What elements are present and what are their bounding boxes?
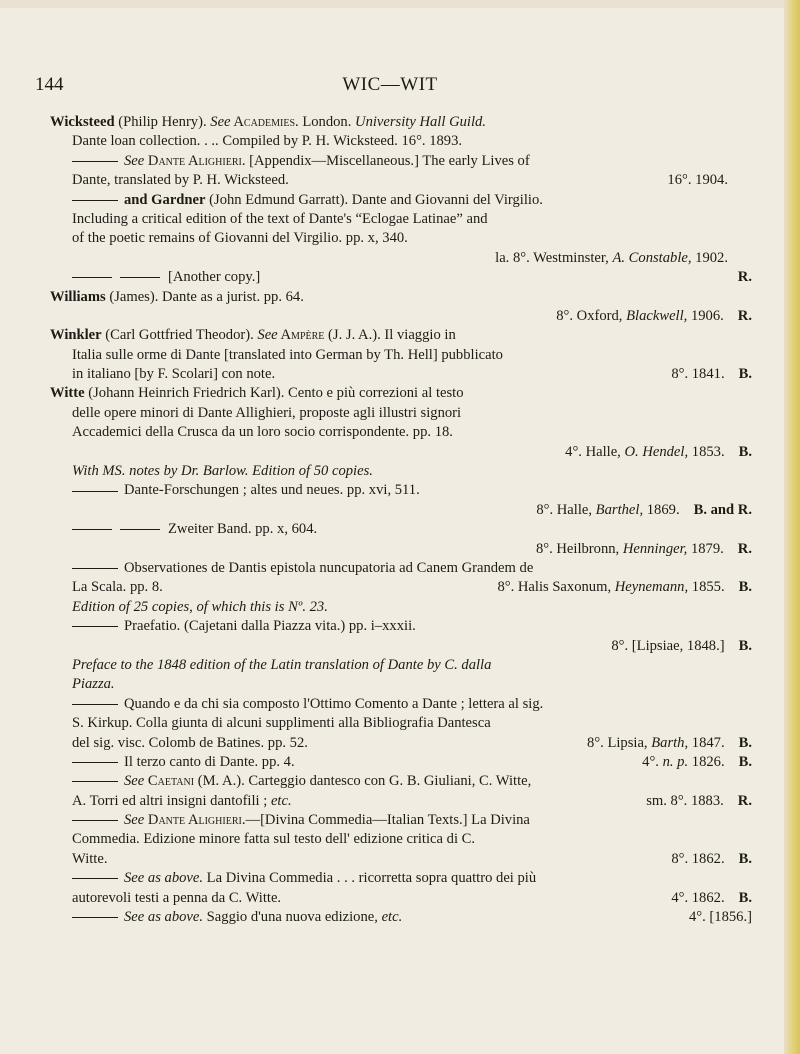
entry-line	[50, 113, 752, 132]
imprint-text: 1853.	[688, 443, 725, 460]
entry-text: University Hall Guild.	[355, 114, 486, 130]
location-mark: R.	[737, 792, 752, 809]
imprint-text: 8°. Halle,	[536, 501, 596, 518]
imprint	[495, 249, 728, 268]
imprint-text: sm. 8°. 1883.	[646, 792, 724, 809]
entry-line	[50, 326, 752, 345]
entry-text: . [Appendix—Miscellaneous.] The early Lives of	[241, 152, 530, 169]
entry-text: Saggio d'una nuova edizione,	[203, 909, 382, 926]
copy-note: Edition of 25 copies, of which this is Nº. 23.	[72, 598, 328, 615]
imprint-text: 1902.	[691, 249, 728, 266]
imprint-text: 4°.	[642, 753, 663, 770]
see-reference: See	[257, 327, 278, 344]
entry-text: Dante-Forschungen ; altes und neues. pp. xvi, 511.	[124, 482, 420, 499]
entry-heading: Williams	[50, 288, 106, 305]
imprint-text: 1855.	[688, 579, 725, 596]
imprint-text: 8°. Lipsia,	[587, 734, 652, 751]
entry-line	[50, 210, 752, 229]
cross-reference: Academies	[230, 114, 296, 130]
entry-line	[50, 288, 752, 307]
imprint-text: 1847.	[688, 734, 725, 751]
entry-text: (James). Dante as a jurist. pp. 64.	[105, 288, 304, 305]
location-mark: R.	[737, 269, 752, 286]
imprint	[587, 734, 752, 753]
entry-line	[50, 423, 752, 442]
see-reference: See	[210, 114, 231, 130]
entry-heading: Witte	[50, 385, 85, 402]
imprint-text: 8°. 1841.	[671, 366, 725, 383]
entry-text: .—[Divina Commedia—Italian Texts.] La Divina	[241, 812, 530, 829]
imprint-text: 1906.	[687, 307, 724, 324]
entry-text: Including a critical edition of the text of Dante's “Eclogae Latinae” and	[72, 210, 488, 227]
imprint-text: 1826.	[688, 753, 725, 770]
entry-line	[50, 229, 752, 248]
cross-reference: Caetani	[144, 773, 195, 790]
entry-line	[50, 520, 752, 539]
ditto-dash	[72, 917, 118, 918]
entry-text: Praefatio. (Cajetani dalla Piazza vita.) pp. i–xxxii.	[124, 618, 416, 635]
entry-line	[50, 501, 752, 520]
entry-line	[50, 132, 752, 151]
entry-line	[50, 598, 752, 617]
entry-text: [Another copy.]	[168, 269, 261, 286]
copy-note: Piazza.	[72, 676, 115, 693]
entry-line	[50, 365, 752, 384]
ditto-dash	[72, 626, 118, 627]
running-title: WIC—WIT	[342, 74, 438, 95]
copy-note: With MS. notes by Dr. Barlow. Edition of 50 copies.	[72, 463, 373, 480]
imprint	[536, 540, 752, 559]
copy-note: Preface to the 1848 edition of the Latin translation of Dante by C. dalla	[72, 656, 492, 673]
entry-heading: Wicksteed	[50, 114, 115, 130]
entry-text: La Divina Commedia . . . ricorretta sopra quattro dei più	[203, 870, 537, 887]
see-reference: See	[124, 152, 145, 169]
entry-text: Il terzo canto di Dante. pp. 4.	[124, 753, 295, 770]
ditto-dash	[120, 277, 160, 278]
entry-text: (Philip Henry).	[114, 114, 211, 130]
entry-line	[50, 637, 752, 656]
imprint	[671, 850, 752, 869]
cross-reference: Dante Alighieri	[144, 812, 242, 829]
entry-line	[50, 869, 752, 888]
entry-text: Zweiter Band. pp. x, 604.	[168, 521, 318, 538]
page-number: 144	[35, 74, 64, 95]
entry-line	[50, 404, 752, 423]
location-mark: B.	[738, 889, 752, 906]
imprint: 16°. 1904.	[667, 172, 728, 189]
page-top-edge	[0, 0, 800, 8]
imprint-text: 8°. 1862.	[671, 850, 725, 867]
entry-line	[50, 152, 752, 171]
entry-text: (M. A.). Carteggio dantesco con G. B. Giuliani, C. Witte,	[194, 773, 532, 790]
imprint-text: 4°. 1862.	[671, 889, 725, 906]
ditto-dash	[72, 781, 118, 782]
imprint-text: 8°. [Lipsiae, 1848.]	[611, 637, 725, 654]
see-reference: See as above.	[124, 909, 204, 926]
entry-text: Quando e da chi sia composto l'Ottimo Comento a Dante ; lettera al sig.	[124, 695, 544, 712]
entry-line	[50, 540, 752, 559]
entry-text: Accademici della Crusca da un loro socio corrispondente. pp. 18.	[72, 424, 453, 441]
entry-text: etc.	[381, 909, 403, 926]
entry-line	[50, 830, 752, 849]
publisher: A. Constable,	[612, 249, 692, 266]
ditto-dash	[72, 762, 118, 763]
imprint-text: 4°. Halle,	[565, 443, 625, 460]
imprint	[497, 578, 752, 597]
location-mark: R.	[737, 540, 752, 557]
entry-text: Italia sulle orme di Dante [translated into German by Th. Hell] pubblicato	[72, 346, 503, 363]
entry-line	[50, 850, 752, 869]
entry-text: A. Torri ed altri insigni dantofili ;	[72, 792, 271, 809]
publisher: Blackwell,	[626, 307, 688, 324]
entry-line	[50, 889, 752, 908]
cross-reference: Ampère	[277, 327, 325, 344]
entry-text: Dante loan collection. . .. Compiled by P. H. Wicksteed. 16°. 1893.	[72, 133, 463, 150]
location-mark: B.	[738, 637, 752, 654]
imprint-text: 1869.	[643, 501, 680, 518]
entry-text: (Johann Heinrich Friedrich Karl). Cento e più correzioni al testo	[84, 385, 464, 402]
entry-line	[50, 617, 752, 636]
entry-heading: and Gardner	[124, 191, 206, 208]
entry-text: S. Kirkup. Colla giunta di alcuni supplimenti alla Bibliografia Dantesca	[72, 715, 491, 732]
entry-line	[50, 753, 752, 772]
entry-text: autorevoli testi a penna da C. Witte.	[72, 889, 282, 906]
entry-text: of the poetic remains of Giovanni del Virgilio. pp. x, 340.	[72, 230, 408, 247]
location-mark: B. and R.	[693, 501, 752, 518]
catalogue-entries	[50, 113, 752, 927]
entry-line	[50, 695, 752, 714]
see-reference: See	[124, 812, 145, 829]
ditto-dash	[72, 491, 118, 492]
location-mark: B.	[738, 443, 752, 460]
location-mark: R.	[737, 307, 752, 324]
publisher: Henninger,	[622, 540, 688, 557]
entry-line	[50, 171, 752, 190]
publisher: Barth,	[651, 734, 689, 751]
entry-line	[50, 191, 752, 210]
imprint	[565, 443, 752, 462]
page-header	[0, 74, 780, 104]
see-reference: See	[124, 773, 145, 790]
entry-text: (Carl Gottfried Theodor).	[101, 327, 258, 344]
entry-line	[50, 792, 752, 811]
imprint-text: la. 8°. Westminster,	[495, 249, 613, 266]
ditto-dash	[72, 820, 118, 821]
publisher: Barthel,	[595, 501, 644, 518]
location-mark: B.	[738, 366, 752, 383]
see-reference: See as above.	[124, 870, 204, 887]
ditto-dash	[72, 878, 118, 879]
entry-text: (John Edmund Garratt). Dante and Giovanni del Virgilio.	[205, 191, 543, 208]
imprint	[536, 501, 752, 520]
ditto-dash	[72, 161, 118, 162]
entry-line	[50, 578, 752, 597]
entry-text: Witte.	[72, 850, 108, 867]
imprint	[642, 753, 752, 772]
entry-text: del sig. visc. Colomb de Batines. pp. 52.	[72, 734, 308, 751]
entry-line	[50, 559, 752, 578]
ditto-dash	[72, 529, 112, 530]
entry-text: Commedia. Edizione minore fatta sul testo dell' edizione critica di C.	[72, 831, 476, 848]
entry-text: etc.	[270, 792, 292, 809]
location-mark: B.	[738, 753, 752, 770]
publisher: Heynemann,	[614, 579, 689, 596]
ditto-dash	[72, 200, 118, 201]
entry-line	[50, 307, 752, 326]
imprint-text: 8°. Oxford,	[556, 307, 627, 324]
location-mark: B.	[738, 850, 752, 867]
imprint	[646, 792, 752, 811]
imprint-text: n. p.	[662, 753, 689, 770]
entry-line	[50, 908, 752, 927]
entry-line	[50, 249, 752, 268]
imprint	[556, 307, 752, 326]
entry-line	[50, 384, 752, 403]
imprint	[671, 889, 752, 908]
entry-text: . London.	[295, 114, 356, 130]
entry-line	[50, 656, 752, 675]
entry-line	[50, 346, 752, 365]
ditto-dash	[72, 568, 118, 569]
ditto-dash	[72, 704, 118, 705]
entry-line	[50, 714, 752, 733]
imprint: 4°. [1856.]	[689, 909, 752, 926]
imprint-text: 8°. Heilbronn,	[535, 540, 623, 557]
entry-line	[50, 675, 752, 694]
publisher: O. Hendel,	[624, 443, 689, 460]
entry-text: La Scala. pp. 8.	[72, 579, 163, 596]
imprint	[671, 365, 752, 384]
entry-line	[50, 462, 752, 481]
ditto-dash	[72, 277, 112, 278]
imprint-text: 1879.	[687, 540, 724, 557]
entry-text: delle opere minori di Dante Allighieri, proposte agli illustri signori	[72, 404, 462, 421]
entry-line	[50, 481, 752, 500]
entry-line	[50, 734, 752, 753]
location-mark: B.	[738, 734, 752, 751]
entry-line	[50, 772, 752, 791]
imprint	[611, 637, 752, 656]
entry-heading: Winkler	[50, 327, 102, 344]
ditto-dash	[120, 529, 160, 530]
imprint-text: 8°. Halis Saxonum,	[497, 579, 615, 596]
entry-line	[50, 268, 752, 287]
page-gilt-edge	[784, 0, 800, 1054]
entry-text: in italiano [by F. Scolari] con note.	[72, 366, 276, 383]
location-mark: B.	[738, 579, 752, 596]
entry-line	[50, 811, 752, 830]
entry-text: Dante, translated by P. H. Wicksteed.	[72, 172, 289, 189]
entry-line	[50, 443, 752, 462]
entry-text: Observationes de Dantis epistola nuncupatoria ad Canem Grandem de	[124, 559, 534, 576]
entry-text: (J. J. A.). Il viaggio in	[324, 327, 456, 344]
cross-reference: Dante Alighieri	[144, 152, 242, 169]
